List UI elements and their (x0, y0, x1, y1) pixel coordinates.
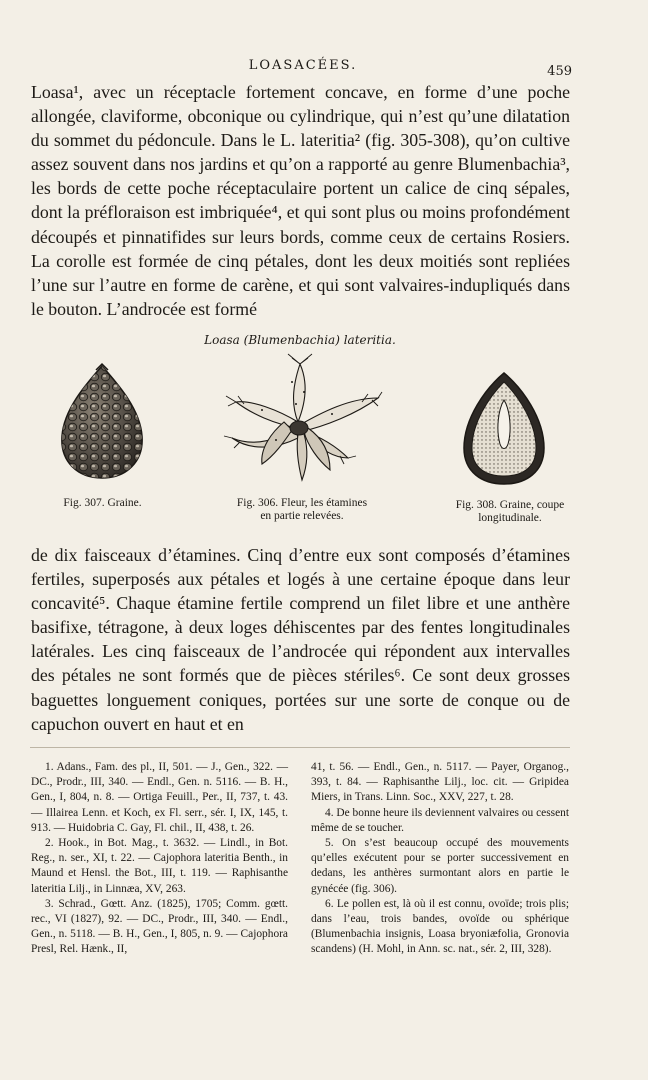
footnote-3: 3. Schrad., Gœtt. Anz. (1825), 1705; Comm. gœtt. rec., VI (1827), 92. — DC., Prodr., III, 340. — Endl., Gen., n. 5118. — B. H., Gen., I, 805, n. 9. — Cajophora Presl, Rel. Hænk., II, (31, 897, 288, 956)
seed-illustration (56, 362, 148, 482)
body-text-top (31, 80, 570, 321)
footnote-rule (30, 747, 570, 748)
running-title: LOASACÉES. (248, 58, 358, 73)
fig306-caption-line2: en partie relevées. (260, 510, 344, 522)
seed-section-illustration (460, 370, 548, 488)
footnote-4: 4. De bonne heure ils deviennent valvaires ou cessent même de se toucher. (311, 806, 569, 834)
paragraph: Loasa¹, avec un réceptacle fortement concave, en forme d’une poche allongée, claviforme, obconique ou cylindrique, qui n’est qu’une dilatation du sommet du pédoncule. Dans le L. lateritia² (fig. 305-308), qu’on cultive assez souvent dans nos jardins et qu’on a rapporté au genre Blumenbachia³, les bords de cette poche réceptaculaire portent un calice de cinq sépales, dont la préfloraison est imbriquée⁴, et qui sont plus ou moins profondément découpés et pinnatifides sur leurs bords, comme ceux de certains Rosiers. La corolle est formée de cinq pétales, dont les deux moitiés sont repliées l’une sur l’autre en forme de carène, et qui sont valvaires-indupliqués dans le bouton. L’androcée est formé (31, 82, 570, 319)
body-text-bottom (31, 543, 570, 736)
fig306-caption-line1: Fig. 306. Fleur, les étamines (236, 497, 368, 509)
flower-illustration (222, 352, 384, 484)
footnote-6: 6. Le pollen est, là où il est connu, ovoïde; trois plis; dans l’eau, trois bandes, ovoïde ou sphérique (Blumenbachia insignis, Loasa bryoniæfolia, Gronovia scandens) (H. Mohl, in Ann. sc. nat., sér. 2, III, 328). (311, 897, 569, 956)
footnotes-left-column (31, 760, 288, 958)
page-header (0, 58, 648, 78)
figure-title: Loasa (Blumenbachia) lateritia. (204, 333, 396, 347)
footnote-1: 1. Adans., Fam. des pl., II, 501. — J., Gen., 322. — DC., Prodr., III, 340. — Endl., Gen. n. 5116. — B. H., Gen., I, 804, n. 8. — Ortiga Feuill., Per., II, 737, t. 43. — Illairea Lenn. et Koch, ex Fl. serr., sér. I, IX, 145, t. 913. — Huidobria C. Gay, Fl. chil., II, 438, t. 26. (31, 761, 288, 834)
footnote-3-continued: 41, t. 56. — Endl., Gen., n. 5117. — Payer, Organog., 393, t. 84. — Raphisanthe Lilj., loc. cit. — Gripidea Miers, in Trans. Linn. Soc., XXV, 227, t. 28. (311, 761, 569, 804)
page-number: 459 (547, 64, 572, 79)
footnote-5: 5. On s’est beaucoup occupé des mouvements qu’elles exécutent pour se porter successivement en dedans, les anthères surmontant alors en partie le gynécée (fig. 306). (311, 837, 569, 895)
fig308-caption-line1: Fig. 308. Graine, coupe (455, 499, 565, 511)
fig307-caption: Fig. 307. Graine. (63, 497, 142, 509)
footnotes-right-column (311, 760, 569, 958)
fig308-caption-line2: longitudinale. (478, 512, 542, 524)
fig306-caption (212, 497, 392, 523)
paragraph: de dix faisceaux d’étamines. Cinq d’entre eux sont composés d’étamines fertiles, superposés aux pétales et logés à une certaine époque dans leur concavité⁵. Chaque étamine fertile comprend un filet libre et une anthère basifixe, tétragone, à deux loges déhiscentes par des fentes longitudinales latérales. Les cinq faisceaux de l’androcée qui répondent aux intervalles des pétales ne sont formés que de pièces stériles⁶. Ce sont deux grosses baguettes longuement coniques, portées sur une sorte de conque ou de capuchon ouvert en haut et en (31, 545, 570, 734)
footnote-2: 2. Hook., in Bot. Mag., t. 3632. — Lindl., in Bot. Reg., n. ser., XI, t. 22. — Cajophora lateritia Benth., in Maund et Hensl. the Bot., III, t. 119. — Raphisanthe lateritia Lilj., in Linnæa, XV, 263. (31, 837, 288, 895)
fig308-caption (425, 499, 595, 525)
